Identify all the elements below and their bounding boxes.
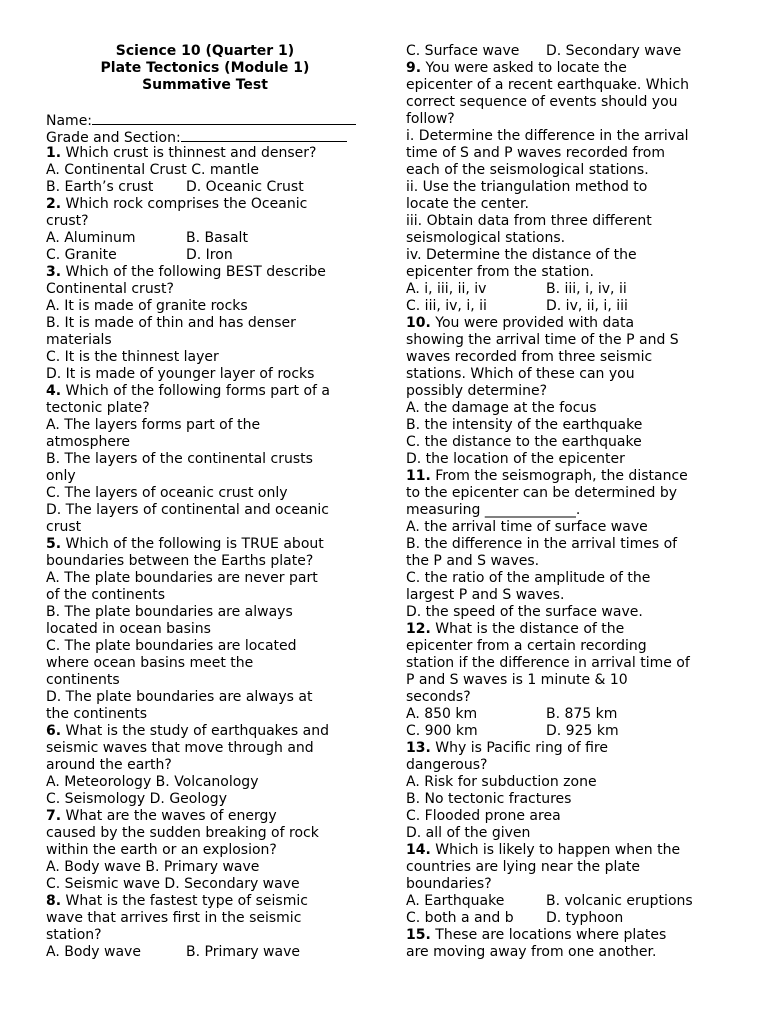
question-text-cont: within the earth or an explosion? <box>46 842 277 858</box>
question-text: You were asked to locate the <box>421 60 627 76</box>
question-9 <box>406 60 724 77</box>
question-1 <box>46 145 364 162</box>
question-3 <box>46 264 364 281</box>
grade-section-field[interactable] <box>46 128 364 145</box>
question-8 <box>46 893 364 910</box>
question-text-cont: caused by the sudden breaking of rock <box>46 825 319 841</box>
choice-line <box>406 723 724 740</box>
name-blank[interactable] <box>92 111 356 125</box>
choice-d: D. Secondary wave <box>546 43 682 59</box>
choice-a: A. 850 km <box>406 706 478 722</box>
choice-line <box>406 43 724 60</box>
choice-b-cont: the P and S waves. <box>406 553 540 569</box>
choice-line <box>406 706 724 723</box>
choice-b: B. volcanic eruptions <box>546 893 693 909</box>
title-module: Plate Tectonics (Module 1) <box>100 60 310 76</box>
choice-b-cont: located in ocean basins <box>46 621 211 637</box>
question-text: What are the waves of energy <box>61 808 277 824</box>
step-iii: iii. Obtain data from three different <box>406 213 652 229</box>
question-number: 3. <box>46 264 62 280</box>
choice-a-cont: of the continents <box>46 587 166 603</box>
choice-d: D. typhoon <box>546 910 624 926</box>
question-11 <box>406 468 724 485</box>
choice-d-cont: crust <box>46 519 82 535</box>
step-iii-cont: seismological stations. <box>406 230 566 246</box>
choice-c: C. It is the thinnest layer <box>46 349 219 365</box>
question-5 <box>46 536 364 553</box>
choice-line <box>46 944 364 961</box>
question-number: 12. <box>406 621 431 637</box>
left-column <box>46 43 364 961</box>
grade-label: Grade and Section: <box>46 130 181 146</box>
choice-a: A. Risk for subduction zone <box>406 774 597 790</box>
choice-a-cont: atmosphere <box>46 434 130 450</box>
question-text: You were provided with data <box>430 315 635 331</box>
step-ii: ii. Use the triangulation method to <box>406 179 648 195</box>
question-number: 6. <box>46 723 62 739</box>
choice-b: B. The plate boundaries are always <box>46 604 293 620</box>
step-iv: iv. Determine the distance of the <box>406 247 637 263</box>
question-text: What is the fastest type of seismic <box>61 893 308 909</box>
choice-line <box>406 281 724 298</box>
choice-line <box>406 910 724 927</box>
choice-line: C. Seismology D. Geology <box>46 791 227 807</box>
choice-c: C. Surface wave <box>406 43 520 59</box>
choice-d: D. The plate boundaries are always at <box>46 689 313 705</box>
question-number: 4. <box>46 383 62 399</box>
spacer <box>46 94 364 111</box>
question-number: 8. <box>46 893 62 909</box>
question-number: 11. <box>406 468 431 484</box>
question-6 <box>46 723 364 740</box>
choice-c: C. Flooded prone area <box>406 808 561 824</box>
choice-c: C. the ratio of the amplitude of the <box>406 570 651 586</box>
choice-b: B. the difference in the arrival times of <box>406 536 678 552</box>
question-text: Which of the following forms part of a <box>61 383 330 399</box>
choice-d: D. the speed of the surface wave. <box>406 604 643 620</box>
question-text-cont: seismic waves that move through and <box>46 740 314 756</box>
choice-a: A. It is made of granite rocks <box>46 298 248 314</box>
choice-d: D. It is made of younger layer of rocks <box>46 366 315 382</box>
choice-d: D. Oceanic Crust <box>186 179 304 195</box>
choice-b: B. It is made of thin and has denser <box>46 315 296 331</box>
question-text-cont: station? <box>46 927 102 943</box>
choice-a: A. i, iii, ii, iv <box>406 281 487 297</box>
choice-line: A. Continental Crust C. mantle <box>46 162 259 178</box>
choice-d: D. all of the given <box>406 825 531 841</box>
choice-c: C. 900 km <box>406 723 478 739</box>
question-number: 7. <box>46 808 62 824</box>
question-text-cont: to the epicenter can be determined by <box>406 485 677 501</box>
question-text-cont: seconds? <box>406 689 471 705</box>
choice-b: B. The layers of the continental crusts <box>46 451 313 467</box>
title-subject: Science 10 (Quarter 1) <box>115 43 295 59</box>
choice-b-cont: materials <box>46 332 112 348</box>
question-text-cont: countries are lying near the plate <box>406 859 641 875</box>
question-text-cont: boundaries? <box>406 876 492 892</box>
choice-line: C. Seismic wave D. Secondary wave <box>46 876 300 892</box>
choice-a: A. The layers forms part of the <box>46 417 261 433</box>
question-text-cont: correct sequence of events should you <box>406 94 678 110</box>
question-text-cont: Continental crust? <box>46 281 174 297</box>
step-i-cont: each of the seismological stations. <box>406 162 649 178</box>
choice-a: A. the damage at the focus <box>406 400 597 416</box>
choice-a: A. the arrival time of surface wave <box>406 519 648 535</box>
choice-d: D. Iron <box>186 247 233 263</box>
choice-line <box>46 230 364 247</box>
question-text-cont: possibly determine? <box>406 383 547 399</box>
question-text-cont: wave that arrives first in the seismic <box>46 910 302 926</box>
question-text-cont: epicenter from a certain recording <box>406 638 647 654</box>
question-text: What is the study of earthquakes and <box>61 723 329 739</box>
question-text: Which of the following BEST describe <box>61 264 326 280</box>
question-text-cont: follow? <box>406 111 455 127</box>
question-text: These are locations where plates <box>430 927 667 943</box>
question-number: 5. <box>46 536 62 552</box>
question-text-cont: boundaries between the Earths plate? <box>46 553 314 569</box>
choice-a: A. Body wave <box>46 944 141 960</box>
choice-d: D. iv, ii, i, iii <box>546 298 628 314</box>
question-number: 9. <box>406 60 422 76</box>
choice-line <box>406 298 724 315</box>
question-7 <box>46 808 364 825</box>
question-text: Which rock comprises the Oceanic <box>61 196 308 212</box>
question-15 <box>406 927 724 944</box>
question-text-cont: are moving away from one another. <box>406 944 657 960</box>
question-13 <box>406 740 724 757</box>
choice-d: D. the location of the epicenter <box>406 451 625 467</box>
question-14 <box>406 842 724 859</box>
question-text-cont: waves recorded from three seismic <box>406 349 653 365</box>
choice-d: D. The layers of continental and oceanic <box>46 502 329 518</box>
question-number: 13. <box>406 740 431 756</box>
question-text-cont: around the earth? <box>46 757 172 773</box>
question-text: Which crust is thinnest and denser? <box>61 145 317 161</box>
choice-c: C. The layers of oceanic crust only <box>46 485 288 501</box>
choice-line <box>46 247 364 264</box>
step-ii-cont: locate the center. <box>406 196 529 212</box>
choice-c: C. Granite <box>46 247 117 263</box>
choice-c: C. the distance to the earthquake <box>406 434 642 450</box>
choice-c: C. The plate boundaries are located <box>46 638 297 654</box>
question-10 <box>406 315 724 332</box>
choice-b: B. Basalt <box>186 230 248 246</box>
choice-line: A. Body wave B. Primary wave <box>46 859 260 875</box>
choice-b: B. iii, i, iv, ii <box>546 281 627 297</box>
question-text-cont: station if the difference in arrival time of <box>406 655 690 671</box>
choice-d-cont: the continents <box>46 706 148 722</box>
question-number: 1. <box>46 145 62 161</box>
question-text-cont: dangerous? <box>406 757 488 773</box>
question-number: 2. <box>46 196 62 212</box>
choice-c-cont: continents <box>46 672 120 688</box>
question-text-cont: epicenter of a recent earthquake. Which <box>406 77 689 93</box>
step-i-cont: time of S and P waves recorded from <box>406 145 665 161</box>
choice-b: B. 875 km <box>546 706 618 722</box>
question-text: Why is Pacific ring of fire <box>430 740 608 756</box>
step-iv-cont: epicenter from the station. <box>406 264 594 280</box>
question-number: 14. <box>406 842 431 858</box>
question-number: 15. <box>406 927 431 943</box>
step-i: i. Determine the difference in the arrival <box>406 128 689 144</box>
choice-b: B. the intensity of the earthquake <box>406 417 643 433</box>
question-text-cont: P and S waves is 1 minute & 10 <box>406 672 628 688</box>
choice-c: C. iii, iv, i, ii <box>406 298 487 314</box>
question-4 <box>46 383 364 400</box>
question-text-cont: showing the arrival time of the P and S <box>406 332 679 348</box>
choice-b: B. No tectonic fractures <box>406 791 572 807</box>
choice-b: B. Earth’s crust <box>46 179 154 195</box>
question-12 <box>406 621 724 638</box>
question-text: Which is likely to happen when the <box>430 842 681 858</box>
question-text-cont: stations. Which of these can you <box>406 366 635 382</box>
question-2 <box>46 196 364 213</box>
choice-line: A. Meteorology B. Volcanology <box>46 774 259 790</box>
choice-d: D. 925 km <box>546 723 619 739</box>
grade-blank[interactable] <box>181 128 347 142</box>
choice-b-cont: only <box>46 468 76 484</box>
choice-line <box>406 893 724 910</box>
question-text-cont: crust? <box>46 213 89 229</box>
question-number: 10. <box>406 315 431 331</box>
question-text-cont: tectonic plate? <box>46 400 150 416</box>
right-column <box>406 43 724 961</box>
choice-b: B. Primary wave <box>186 944 300 960</box>
name-label: Name: <box>46 113 93 129</box>
choice-c-cont: largest P and S waves. <box>406 587 565 603</box>
choice-a: A. Earthquake <box>406 893 505 909</box>
question-text: What is the distance of the <box>430 621 625 637</box>
choice-a: A. Aluminum <box>46 230 136 246</box>
question-text: From the seismograph, the distance <box>430 468 688 484</box>
choice-c-cont: where ocean basins meet the <box>46 655 254 671</box>
question-text-cont: measuring _____________. <box>406 502 581 518</box>
title-test: Summative Test <box>142 77 268 93</box>
choice-line <box>46 179 364 196</box>
choice-a: A. The plate boundaries are never part <box>46 570 318 586</box>
choice-c: C. both a and b <box>406 910 514 926</box>
question-text: Which of the following is TRUE about <box>61 536 324 552</box>
name-field[interactable] <box>46 111 364 128</box>
